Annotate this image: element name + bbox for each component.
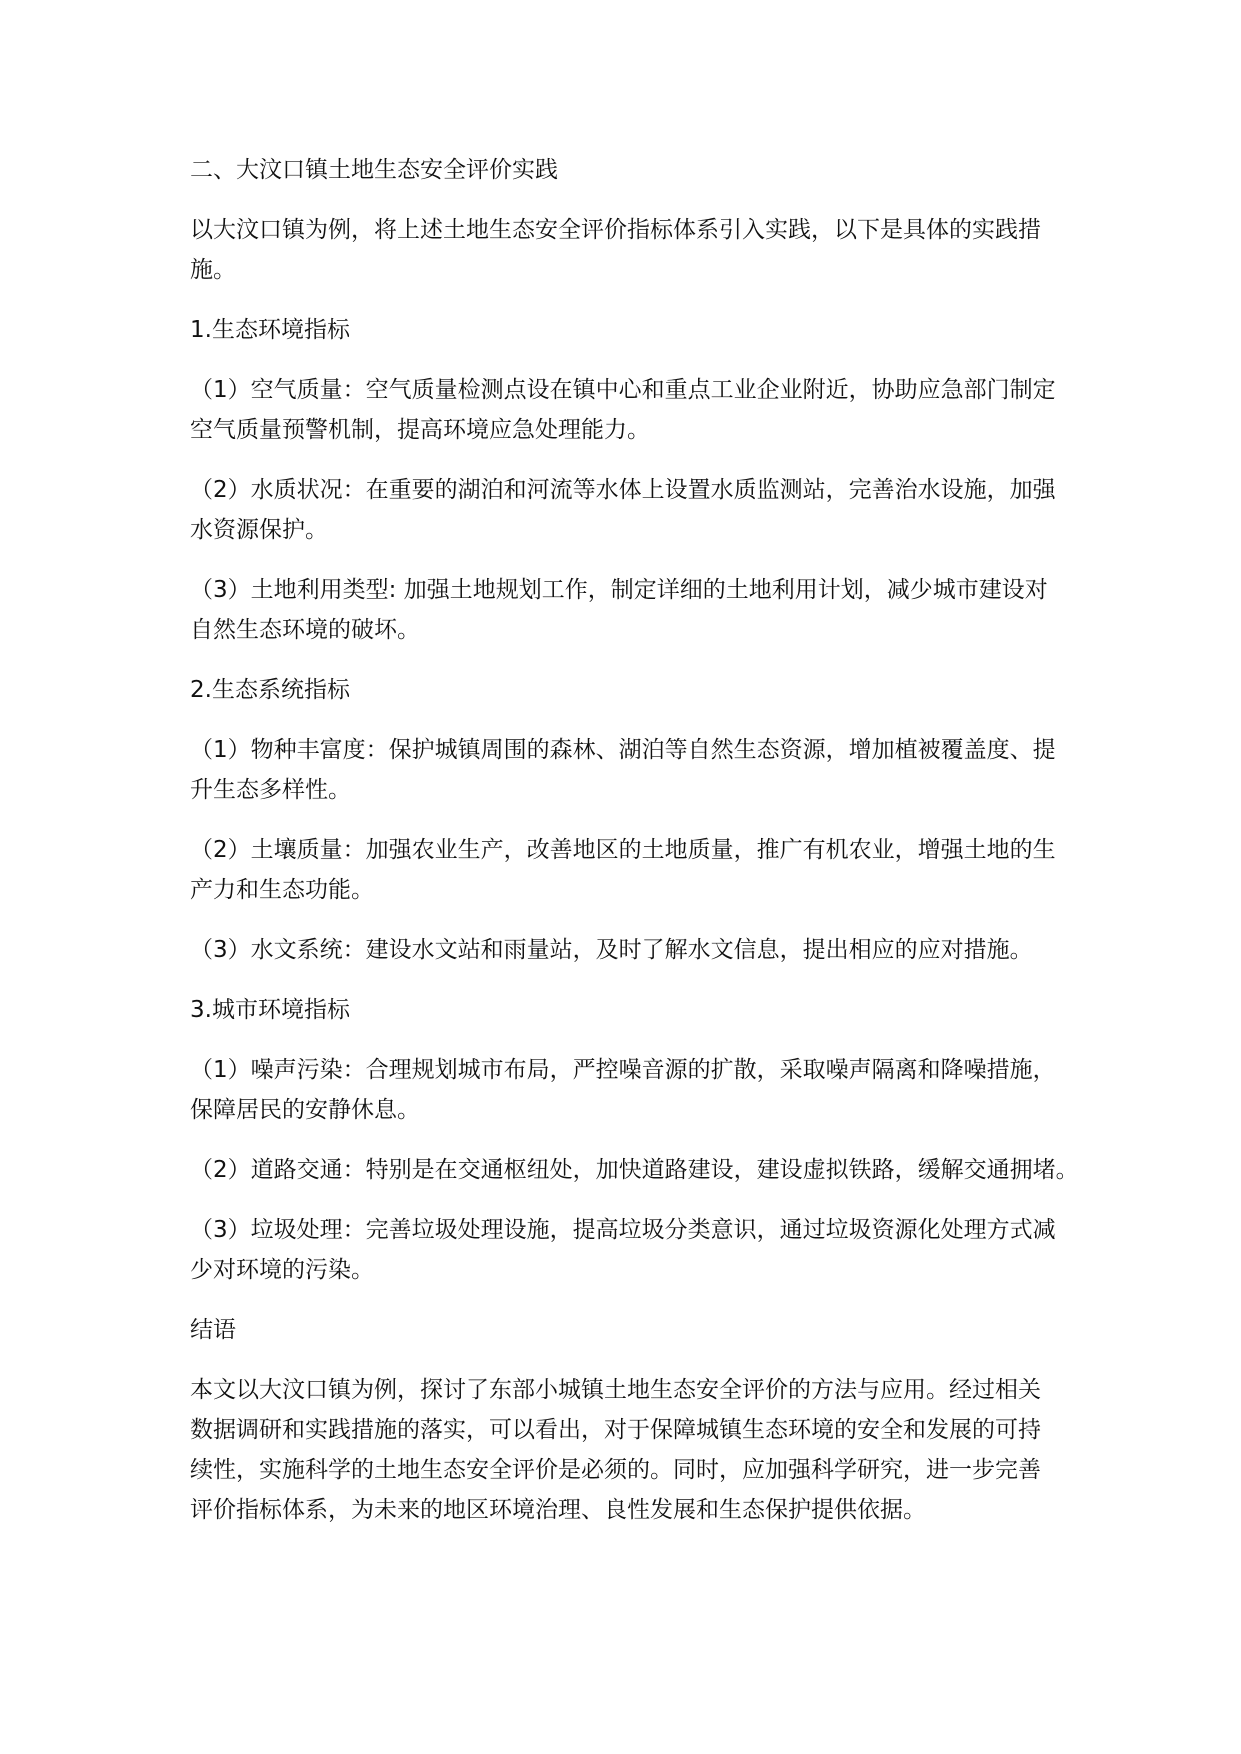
conclusion-heading: 结语 [190, 1317, 236, 1343]
section2-item-hydrology: （3）水文系统：建设水文站和雨量站，及时了解水文信息，提出相应的应对措施。 [190, 937, 1033, 963]
section3-item-noise: （1）噪声污染：合理规划城市布局，严控噪音源的扩散，采取噪声隔离和降噪措施， 保障居民的安静休息。 [190, 1057, 1056, 1123]
section1-item-air-quality: （1）空气质量：空气质量检测点设在镇中心和重点工业企业附近，协助应急部门制定 空气质量预警机制，提高环境应急处理能力。 [190, 377, 1056, 443]
conclusion-paragraph: 本文以大汶口镇为例，探讨了东部小城镇土地生态安全评价的方法与应用。经过相关 数据调研和实践措施的落实，可以看出，对于保障城镇生态环境的安全和发展的可持 续性，实施科学的土地生态安全评价是必须的。同时，应加强科学研究，进一步完善 评价指标体系，为未来的地区环境治理、良性发展和生态保护提供依据。 [190, 1377, 1041, 1523]
section2-item-species-richness: （1）物种丰富度：保护城镇周围的森林、湖泊等自然生态资源，增加植被覆盖度、提 升生态多样性。 [190, 737, 1056, 803]
section-title: 二、大汶口镇土地生态安全评价实践 [190, 157, 558, 183]
section3-item-waste: （3）垃圾处理：完善垃圾处理设施，提高垃圾分类意识，通过垃圾资源化处理方式减 少对环境的污染。 [190, 1217, 1056, 1283]
section2-item-soil-quality: （2）土壤质量：加强农业生产，改善地区的土地质量，推广有机农业，增强土地的生 产力和生态功能。 [190, 837, 1056, 903]
section3-heading: 3.城市环境指标 [190, 997, 350, 1023]
section1-heading: 1.生态环境指标 [190, 317, 350, 343]
section2-heading: 2.生态系统指标 [190, 677, 350, 703]
document-body [190, 150, 1079, 1550]
section1-item-land-use: （3）土地利用类型: 加强土地规划工作，制定详细的土地利用计划，减少城市建设对 自然生态环境的破坏。 [190, 577, 1048, 643]
intro-paragraph: 以大汶口镇为例，将上述土地生态安全评价指标体系引入实践，以下是具体的实践措 施。 [190, 217, 1041, 283]
section1-item-water-quality: （2）水质状况：在重要的湖泊和河流等水体上设置水质监测站，完善治水设施，加强 水资源保护。 [190, 477, 1056, 543]
section3-item-traffic: （2）道路交通：特别是在交通枢纽处，加快道路建设，建设虚拟铁路，缓解交通拥堵。 [190, 1157, 1079, 1183]
